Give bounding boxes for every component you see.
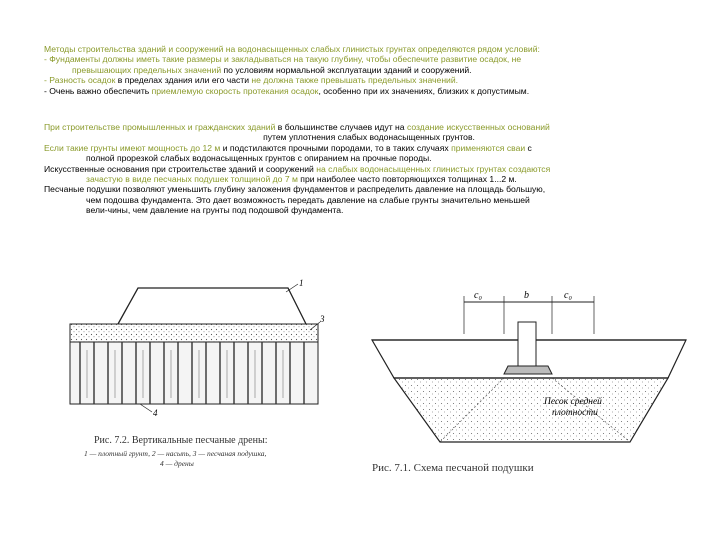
condition-2: - Разность осадок в пределах здания или его части не должна также превышать предельных значений. <box>44 75 459 86</box>
sand-label-2: плотности <box>552 408 598 418</box>
fig72-caption: Рис. 7.2. Вертикальные песчаные дрены: <box>94 435 268 446</box>
para-cushions: Песчаные подушки позволяют уменьшить глубину заложения фундаментов и распределить давление на площадь большую, <box>44 184 546 195</box>
label-4: 4 <box>153 408 158 418</box>
soil-layer <box>70 342 318 404</box>
dim-b: b <box>524 290 529 301</box>
sand-cushion <box>70 324 318 342</box>
conditions-intro: Методы строительства зданий и сооружений на водонасыщенных слабых глинистых грунтах определяются рядом условий: <box>44 44 540 54</box>
foundation-footing <box>504 366 552 374</box>
para-cushions-cont1: чем подошва фундамента. Это дает возможность передать давление на слабые грунты значительно меньшей <box>86 194 530 205</box>
para-industrial: При строительстве промышленных и гражданских зданий в большинстве случаев идут на создание искусственных оснований <box>44 122 550 132</box>
fig72-legend-2: 4 — дрены <box>160 459 194 468</box>
para-industrial-cont: путем уплотнения слабых водонасыщенных грунтов. <box>263 132 475 143</box>
foundation-column <box>518 322 536 366</box>
label-1: 1 <box>299 278 304 288</box>
figure-sand-cushion <box>368 282 688 452</box>
foundations-section <box>44 122 694 216</box>
para-piles-cont: полной прорезкой слабых водонасыщенных грунтов с опиранием на прочные породы. <box>86 153 432 164</box>
sand-cushion <box>394 378 668 442</box>
dim-c0-left: c₀ <box>474 290 482 301</box>
condition-1-cont: превышающих предельных значений по условиям нормальной эксплуатации зданий и сооружений. <box>72 64 472 75</box>
para-piles: Если такие грунты имеют мощность до 12 м и подстилаются прочными породами, то в таких случаях применяются сваи с <box>44 142 532 153</box>
condition-1: - Фундаменты должны иметь такие размеры и закладываться на такую глубину, чтобы обеспечите развитие осадок, не <box>44 54 522 65</box>
conditions-section <box>44 44 694 96</box>
para-artificial: Искусственные основания при строительстве зданий и сооружений на слабых водонасыщенных глинистых грунтах создаются <box>44 163 551 174</box>
para-cushions-cont2: вели-чины, чем давление на грунты под подошвой фундамента. <box>86 205 344 216</box>
fig71-caption: Рис. 7.1. Схема песчаной подушки <box>372 462 534 474</box>
sand-label-1: Песок средней <box>544 397 602 407</box>
fig72-legend-1: 1 — плотный грунт, 2 — насыпь, 3 — песчаная подушка, <box>84 449 267 458</box>
para-artificial-cont: зачастую в виде песчаных подушек толщиной до 7 м при наиболее часто повторяющихся толщинах 1...2 м. <box>86 174 517 185</box>
embankment-outline <box>118 288 306 324</box>
label-3: 3 <box>320 314 325 324</box>
dim-c0-right: c₀ <box>564 290 572 301</box>
figure-sand-drains <box>60 278 330 428</box>
condition-3: - Очень важно обеспечить приемлемую скорость протекания осадок, особенно при их значениях, близких к допустимым. <box>44 85 530 96</box>
